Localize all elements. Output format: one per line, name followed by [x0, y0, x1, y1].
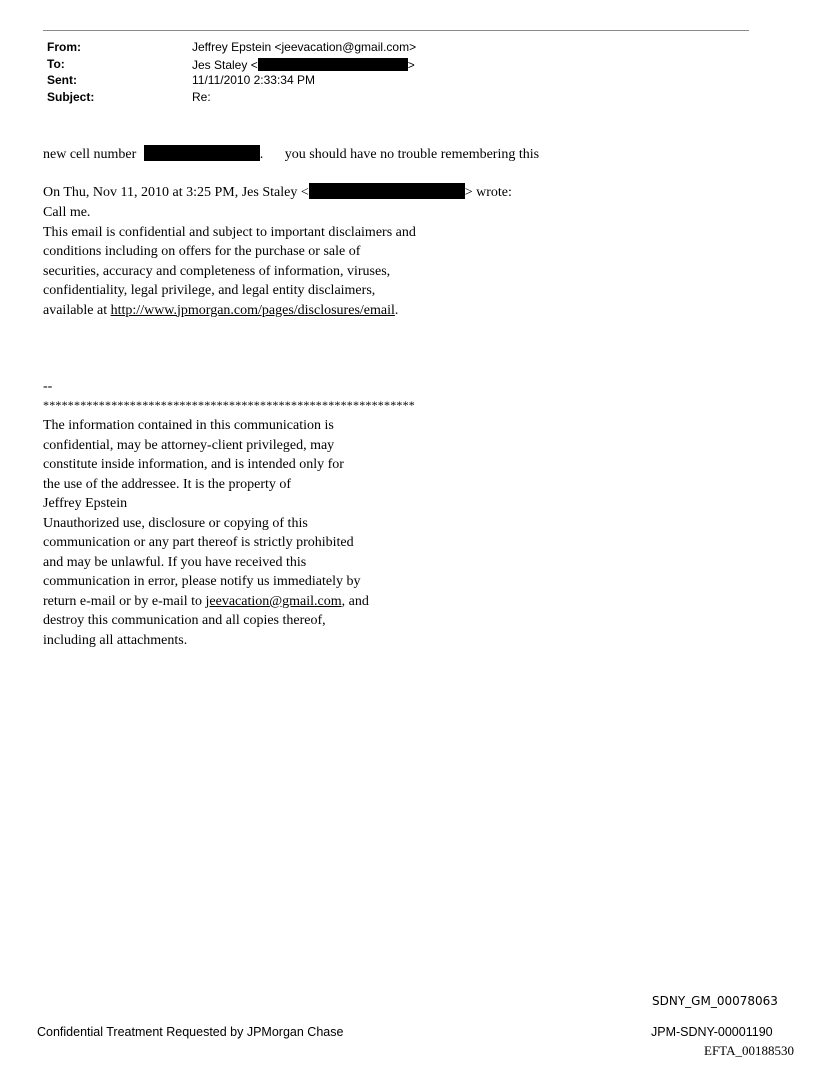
quote-line: confidentiality, legal privilege, and legal entity disclaimers,: [43, 283, 376, 298]
to-prefix: Jes Staley <: [192, 58, 258, 72]
to-label: To:: [47, 57, 65, 71]
disclaimer-line: Jeffrey Epstein: [43, 496, 128, 511]
quote-line: securities, accuracy and completeness of information, viruses,: [43, 263, 391, 279]
confidential-note: Confidential Treatment Requested by JPMorgan Chase: [37, 1025, 344, 1039]
sent-value: 11/11/2010 2:33:34 PM: [192, 73, 315, 87]
quote-prefix: On Thu, Nov 11, 2010 at 3:25 PM, Jes Staley <: [43, 185, 309, 200]
quote-header: [43, 183, 512, 203]
redaction-box: [309, 183, 465, 199]
disclosure-link[interactable]: http://www.jpmorgan.com/pages/disclosures/email: [110, 302, 395, 318]
available-suffix: .: [394, 302, 399, 318]
bates-sdny: SDNY_GM_00078063: [652, 994, 778, 1008]
redaction-box: [144, 145, 260, 161]
cell-number-line: [43, 145, 539, 165]
disclaimer-block: [43, 416, 369, 650]
disclaimer-line: Unauthorized use, disclosure or copying of this: [43, 515, 308, 531]
to-suffix: >: [407, 58, 415, 72]
quote-body: [43, 203, 416, 320]
disclaimer-line: including all attachments.: [43, 632, 188, 648]
bates-jpm: JPM-SDNY-00001190: [651, 1025, 773, 1039]
from-value: Jeffrey Epstein <jeevacation@gmail.com>: [192, 40, 417, 54]
disclaimer-line: confidential, may be attorney-client privileged, may: [43, 437, 335, 453]
email-link[interactable]: jeevacation@gmail.com: [205, 593, 342, 609]
header-divider: [43, 30, 749, 31]
return-prefix: return e-mail or by e-mail to: [43, 593, 202, 609]
quote-line: conditions including on offers for the purchase or sale of: [43, 244, 361, 259]
disclaimer-line: the use of the addressee. It is the property of: [43, 476, 292, 492]
disclaimer-line: constitute inside information, and is intended only for: [43, 457, 344, 472]
available-prefix: available at: [43, 302, 108, 318]
sent-label: Sent:: [47, 73, 77, 87]
signature-stars: ************************************************************: [43, 398, 415, 412]
to-value: [192, 58, 415, 72]
disclaimer-line: destroy this communication and all copies thereof,: [43, 613, 326, 628]
bates-efta: EFTA_00188530: [704, 1043, 794, 1058]
quote-line: This email is confidential and subject to important disclaimers and: [43, 224, 416, 240]
redaction-box: [258, 58, 408, 71]
subject-value: Re:: [192, 90, 211, 104]
return-suffix: , and: [341, 593, 369, 609]
disclaimer-line: communication or any part thereof is strictly prohibited: [43, 535, 354, 550]
disclaimer-line: and may be unlawful. If you have received this: [43, 554, 307, 570]
disclaimer-line: The information contained in this communication is: [43, 418, 334, 433]
cell-prefix: new cell number: [43, 147, 137, 162]
quote-suffix: > wrote:: [464, 185, 512, 200]
subject-label: Subject:: [47, 90, 95, 104]
disclaimer-line-return: [43, 592, 369, 612]
cell-tail: you should have no trouble remembering this: [284, 147, 540, 162]
quote-line-available: [43, 301, 416, 321]
signature-dashes: --: [43, 379, 53, 394]
disclaimer-line: communication in error, please notify us immediately by: [43, 574, 361, 589]
from-label: From:: [47, 40, 81, 54]
quote-line: Call me.: [43, 205, 91, 220]
cell-after: .: [259, 147, 264, 162]
